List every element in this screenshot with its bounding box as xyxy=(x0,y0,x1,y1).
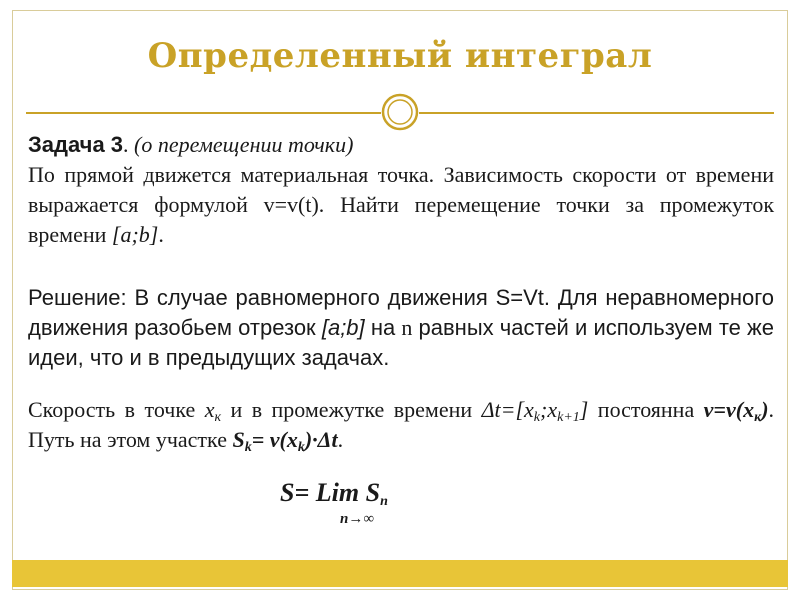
problem-text-end: . xyxy=(158,222,164,247)
speed-s-formula: $S_k= v(x_k)\cdot\Delta t$ xyxy=(232,427,338,455)
speed-xk: $x_к$ xyxy=(204,397,222,425)
speed-t4: . Путь на этом участке xyxy=(28,397,775,452)
solution-text-mid: на xyxy=(364,315,402,340)
title-divider-left xyxy=(26,112,381,114)
problem-heading-suffix: . xyxy=(123,132,135,157)
footer-bar xyxy=(12,560,788,587)
solution-n: n xyxy=(401,315,413,340)
limit-formula-main: S= Lim $S_n$ xyxy=(280,478,388,509)
speed-paragraph xyxy=(28,395,774,455)
problem-heading: Задача 3 xyxy=(28,132,124,157)
speed-delta-t: $\Delta t=[x_k;x_{k+1}]$ xyxy=(481,397,589,425)
problem-text-b: . Найти перемещение точки за промежуток времени xyxy=(28,192,775,247)
problem-interval: [a;b] xyxy=(111,222,159,247)
ring-ornament-icon xyxy=(381,93,419,131)
slide-title: Определенный интеграл xyxy=(147,36,653,76)
speed-t5: . xyxy=(337,427,344,452)
speed-t1: Скорость в точке xyxy=(28,397,205,422)
problem-formula: v=v(t) xyxy=(263,192,319,217)
title-divider-right xyxy=(419,112,774,114)
limit-formula-subscript: n→∞ xyxy=(340,511,375,527)
solution-text-end: равных частей и используем те же идеи, что и в предыдущих задачах. xyxy=(28,315,774,370)
speed-t3: постоянна xyxy=(597,397,704,422)
solution-interval: [a;b] xyxy=(321,315,365,340)
limit-formula xyxy=(280,478,480,538)
problem-paragraph xyxy=(28,130,774,250)
speed-t2: и в промежутке времени xyxy=(221,397,482,422)
solution-paragraph xyxy=(28,283,774,373)
problem-subtitle: (о перемещении точки) xyxy=(134,132,354,157)
speed-v-formula: $v=v(x_к)$ xyxy=(703,397,769,425)
problem-text-a: По прямой движется материальная точка. Зависимость скорости от времени выражается формулой xyxy=(28,162,774,217)
solution-lead: Решение: В случае равномерного движения S=Vt. Для неравномерного движения разобьем отрезок xyxy=(28,285,774,340)
